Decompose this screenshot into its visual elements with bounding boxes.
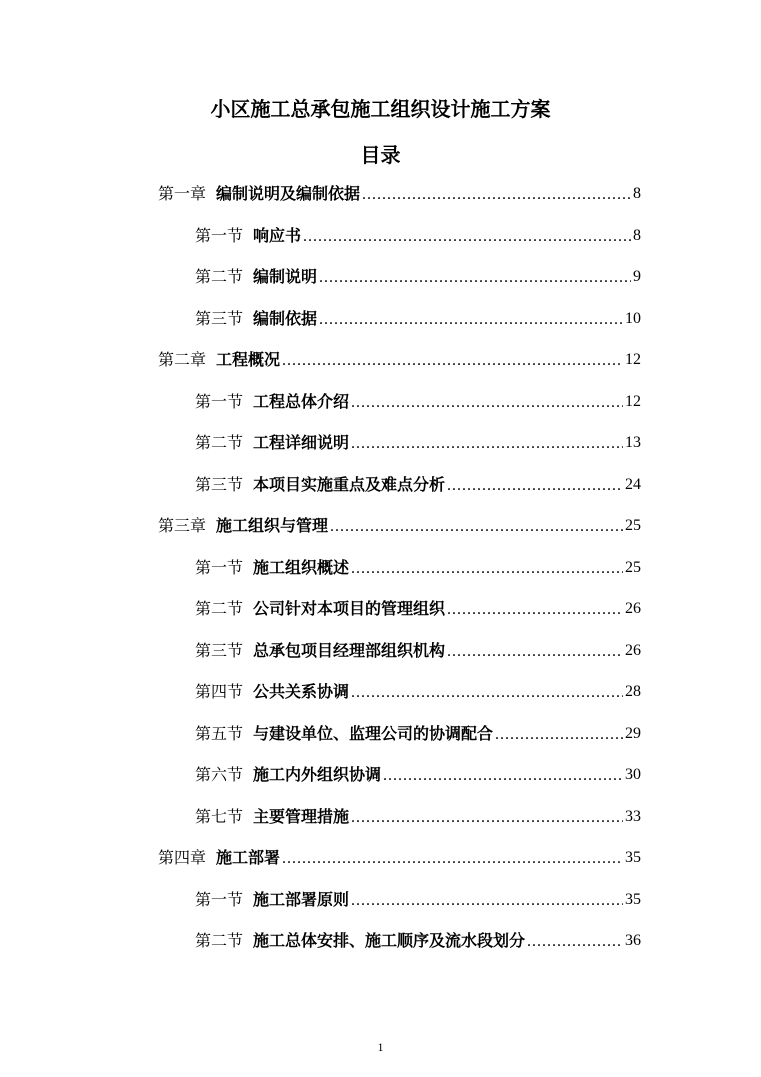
document-title: 小区施工总承包施工组织设计施工方案	[210, 97, 551, 121]
entry-number: 第四节	[195, 682, 244, 701]
dot-leader	[351, 434, 623, 454]
entry-page-number: 8	[633, 185, 641, 202]
toc-entry-chapter[interactable]	[158, 179, 641, 205]
toc-entry-section[interactable]	[195, 594, 641, 620]
entry-page-number: 13	[625, 434, 641, 451]
toc-entry-section[interactable]	[195, 677, 641, 703]
entry-number: 第二节	[195, 267, 244, 286]
entry-number: 第一节	[195, 392, 244, 411]
toc-entry-section[interactable]	[195, 262, 641, 288]
entry-title: 施工组织与管理	[216, 516, 329, 535]
dot-leader	[282, 849, 623, 869]
toc-entry-section[interactable]	[195, 470, 641, 496]
toc-entry-section[interactable]	[195, 387, 641, 413]
dot-leader	[303, 227, 631, 247]
entry-page-number: 36	[625, 932, 641, 949]
entry-number: 第一节	[195, 558, 244, 577]
entry-title: 施工部署原则	[253, 890, 350, 909]
entry-title: 公共关系协调	[253, 682, 350, 701]
dot-leader	[351, 393, 623, 413]
entry-title: 施工内外组织协调	[253, 765, 382, 784]
entry-page-number: 35	[625, 891, 641, 908]
entry-title: 工程总体介绍	[253, 392, 350, 411]
entry-title: 工程详细说明	[253, 433, 350, 452]
dot-leader	[351, 891, 623, 911]
entry-number: 第三章	[158, 516, 207, 535]
toc-entry-section[interactable]	[195, 553, 641, 579]
entry-number: 第一节	[195, 890, 244, 909]
entry-title: 总承包项目经理部组织机构	[253, 641, 446, 660]
dot-leader	[351, 683, 623, 703]
dot-leader	[447, 476, 623, 496]
dot-leader	[319, 310, 623, 330]
entry-page-number: 10	[625, 310, 641, 327]
entry-page-number: 33	[625, 808, 641, 825]
dot-leader	[447, 642, 623, 662]
entry-title: 与建设单位、监理公司的协调配合	[253, 724, 494, 743]
entry-title: 公司针对本项目的管理组织	[253, 599, 446, 618]
entry-page-number: 35	[625, 849, 641, 866]
entry-number: 第五节	[195, 724, 244, 743]
toc-entry-section[interactable]	[195, 760, 641, 786]
dot-leader	[527, 932, 623, 952]
entry-number: 第一章	[158, 184, 207, 203]
entry-title: 编制说明及编制依据	[216, 184, 361, 203]
dot-leader	[495, 725, 623, 745]
entry-title: 主要管理措施	[253, 807, 350, 826]
toc-entry-section[interactable]	[195, 428, 641, 454]
toc-entry-section[interactable]	[195, 221, 641, 247]
toc-entry-chapter[interactable]	[158, 511, 641, 537]
entry-page-number: 30	[625, 766, 641, 783]
entry-number: 第三节	[195, 475, 244, 494]
entry-number: 第二节	[195, 599, 244, 618]
entry-number: 第六节	[195, 765, 244, 784]
entry-number: 第三节	[195, 641, 244, 660]
dot-leader	[351, 808, 623, 828]
entry-number: 第二节	[195, 931, 244, 950]
toc-entry-chapter[interactable]	[158, 843, 641, 869]
toc-entry-chapter[interactable]	[158, 345, 641, 371]
entry-title: 本项目实施重点及难点分析	[253, 475, 446, 494]
dot-leader	[330, 517, 623, 537]
entry-number: 第二章	[158, 350, 207, 369]
toc-entry-section[interactable]	[195, 802, 641, 828]
entry-page-number: 25	[625, 559, 641, 576]
entry-title: 施工部署	[216, 848, 281, 867]
dot-leader	[319, 268, 631, 288]
entry-title: 响应书	[253, 226, 302, 245]
toc-entry-section[interactable]	[195, 885, 641, 911]
entry-title: 编制依据	[253, 309, 318, 328]
toc-entry-section[interactable]	[195, 926, 641, 952]
entry-number: 第三节	[195, 309, 244, 328]
dot-leader	[447, 600, 623, 620]
dot-leader	[383, 766, 623, 786]
entry-page-number: 29	[625, 725, 641, 742]
dot-leader	[351, 559, 623, 579]
toc-heading: 目录	[360, 143, 401, 167]
toc-entry-section[interactable]	[195, 719, 641, 745]
entry-page-number: 12	[625, 351, 641, 368]
entry-page-number: 26	[625, 600, 641, 617]
toc-entry-section[interactable]	[195, 636, 641, 662]
entry-page-number: 25	[625, 517, 641, 534]
entry-number: 第七节	[195, 807, 244, 826]
entry-title: 工程概况	[216, 350, 281, 369]
entry-title: 施工组织概述	[253, 558, 350, 577]
entry-number: 第四章	[158, 848, 207, 867]
toc-entry-section[interactable]	[195, 304, 641, 330]
entry-title: 施工总体安排、施工顺序及流水段划分	[253, 931, 526, 950]
entry-page-number: 28	[625, 683, 641, 700]
entry-page-number: 24	[625, 476, 641, 493]
dot-leader	[362, 185, 631, 205]
entry-number: 第二节	[195, 433, 244, 452]
entry-page-number: 12	[625, 393, 641, 410]
page-number: 1	[377, 1040, 384, 1054]
dot-leader	[282, 351, 623, 371]
entry-title: 编制说明	[253, 267, 318, 286]
entry-number: 第一节	[195, 226, 244, 245]
entry-page-number: 26	[625, 642, 641, 659]
entry-page-number: 9	[633, 268, 641, 285]
entry-page-number: 8	[633, 227, 641, 244]
